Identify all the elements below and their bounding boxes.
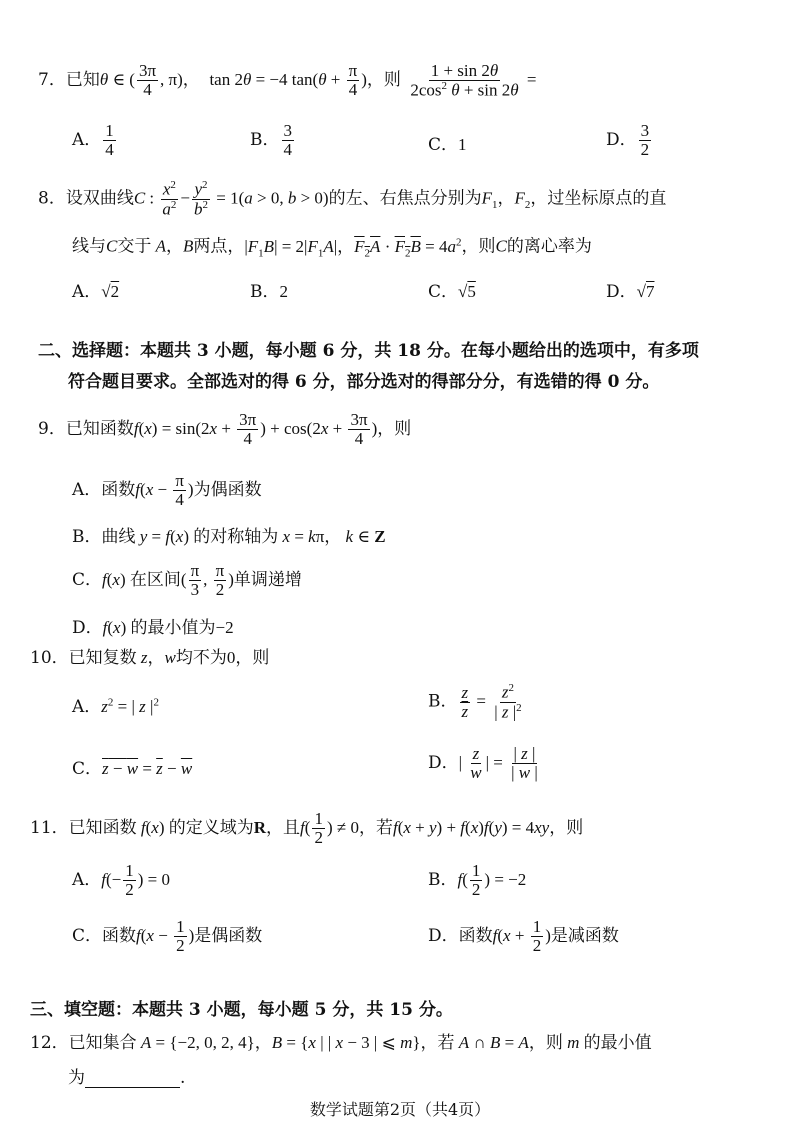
q7-target-fraction: $\frac{1 + \sin 2\theta}{2\cos^2 \theta + \sin 2\theta}$ — [410, 61, 519, 100]
q8-option-d: D．√7 — [606, 282, 655, 302]
section3-heading: 三、填空题：本题共 3 小题，每小题 5 分，共 15 分。 — [30, 1000, 453, 1020]
q12-stem-line1: 12．已知集合 A = {−2, 0, 2, 4}，B = {x | | x − 3 | ⩽ m}，若 A ∩ B = A，则 m 的最小值 — [30, 1033, 652, 1053]
q11-option-c: C．函数f(x − $\frac{1}{2}$ )是偶函数 — [72, 917, 263, 955]
q7-stem-text-c: ，则 — [366, 70, 401, 91]
q10-stem: 10．已知复数 z，w均不为0，则 — [30, 648, 270, 668]
q10-option-a: A．$z^2$ = | z $|^2$ — [72, 696, 159, 717]
q7-option-b: B． $\frac{3}{4}$ — [250, 121, 292, 159]
q9-option-d: D．f(x) 的最小值为−2 — [72, 618, 234, 638]
q8-option-b: B．2 — [250, 282, 288, 302]
q11-stem: 11．已知函数 f(x) 的定义域为R，且f( $\frac{1}{2}$ ) ≠ 0，若f(x + y) + f(x)f(y) = 4xy，则 — [30, 809, 584, 847]
q7-option-c: C．1 — [428, 135, 467, 155]
q10-option-c: C．$z - w = \overline{z} - \overline{w}$ — [72, 759, 193, 779]
q7-number: 7． — [38, 70, 66, 91]
q8-option-c: C．√5 — [428, 282, 476, 302]
page-footer: 数学试题第2页（共4页） — [309, 1100, 491, 1119]
q7-stem: 7．已知θ ∈ ( $\frac{3\pi}{4}$ , π)， tan 2θ = −4 tan(θ + $\frac{\pi}{4}$ )，则 $\frac{1 + \sin 2\theta}{2\cos^2 \theta + \sin 2\theta}$ = — [38, 61, 537, 100]
q8-option-a: A．√2 — [72, 282, 120, 302]
frac: $\frac{3\pi}{4}$ — [138, 61, 157, 100]
q9-option-c: C．f(x) 在区间( $\frac{\pi}{3}$ , $\frac{\pi}{2}$ )单调递增 — [72, 561, 302, 599]
q9-option-a: A．函数f(x − $\frac{\pi}{4}$ )为偶函数 — [72, 471, 262, 509]
q10-option-b: B． $\frac{z}{z}$ = $\frac{z^2}{| z |^2}$ — [428, 682, 522, 722]
q9-option-b: B．曲线 y = f(x) 的对称轴为 x = kπ， k ∈ Z — [72, 527, 386, 547]
q10-option-d: D．| $\frac{z}{w}$ | = $\frac{| z |}{| w |}$ — [428, 744, 538, 782]
section2-heading-line2: 符合题目要求。全部选对的得 6 分，部分选对的得部分分，有选错的得 0 分。 — [68, 372, 660, 392]
q11-option-b: B．f( $\frac{1}{2}$ ) = −2 — [428, 861, 527, 899]
q7-option-a: A． $\frac{1}{4}$ — [72, 121, 114, 159]
q7-option-d: D． $\frac{3}{2}$ — [606, 121, 650, 159]
q11-option-a: A．f(− $\frac{1}{2}$ ) = 0 — [72, 861, 171, 899]
q8-number: 8． — [38, 188, 66, 209]
q8-stem-line2: 线与C交于 A，B两点，$|F_1B| = 2|F_1A|$，$F_2A \cdot F_2B = 4a^2$，则C的离心率为 — [72, 236, 592, 260]
section2-heading-line1: 二、选择题：本题共 3 小题，每小题 6 分，共 18 分。在每小题给出的选项中，有多项 — [38, 341, 699, 361]
q9-stem: 9．已知函数f(x) = sin(2x + $\frac{3\pi}{4}$ ) + cos(2x + $\frac{3\pi}{4}$ )，则 — [38, 410, 412, 448]
answer-blank[interactable] — [85, 1071, 180, 1088]
q12-stem-line2: 为 . — [68, 1068, 186, 1088]
q8-stem-line1: 8．设双曲线C : $\frac{x^2}{a^2}$ − $\frac{y^2}{b^2}$ = 1(a > 0, b > 0)的左、右焦点分别为$F_1$，$F_2$，过坐标原点的直 — [38, 179, 667, 219]
q7-stem-text-b: ， — [182, 70, 200, 91]
q7-stem-text-a: 已知 — [65, 70, 100, 91]
q11-option-d: D．函数f(x + $\frac{1}{2}$ )是减函数 — [428, 917, 619, 955]
